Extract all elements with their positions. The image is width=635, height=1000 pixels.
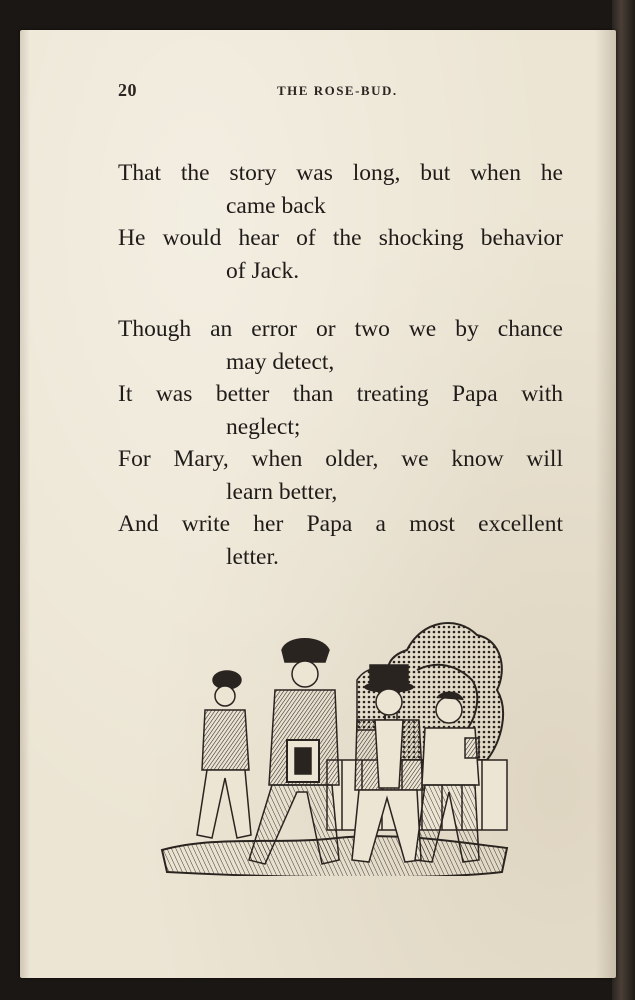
woodcut-illustration	[157, 610, 509, 876]
verse-line: He would hear of the shocking behavior	[118, 225, 563, 251]
page-number: 20	[118, 80, 137, 100]
verse-line: of Jack.	[226, 257, 300, 284]
verse-line: And write her Papa a most excellent	[118, 511, 563, 537]
verse-line: Though an error or two we by chance	[118, 316, 563, 342]
verse-line: learn better,	[226, 478, 338, 505]
book-page	[20, 30, 616, 978]
verse-line: letter.	[226, 543, 279, 570]
verse-line: For Mary, when older, we know will	[118, 446, 563, 472]
verse-line: may detect,	[226, 348, 335, 375]
stanza-1	[118, 157, 563, 287]
verse-line: It was better than treating Papa with	[118, 381, 563, 407]
verse-line: That the story was long, but when he	[118, 160, 563, 186]
running-title: THE ROSE-BUD.	[277, 83, 398, 98]
verse-line: neglect;	[226, 413, 301, 440]
boy-figure-left	[197, 671, 251, 838]
stanza-2	[118, 313, 563, 573]
verse-line: came back	[226, 192, 326, 219]
boy-figure-lantern	[249, 639, 339, 864]
